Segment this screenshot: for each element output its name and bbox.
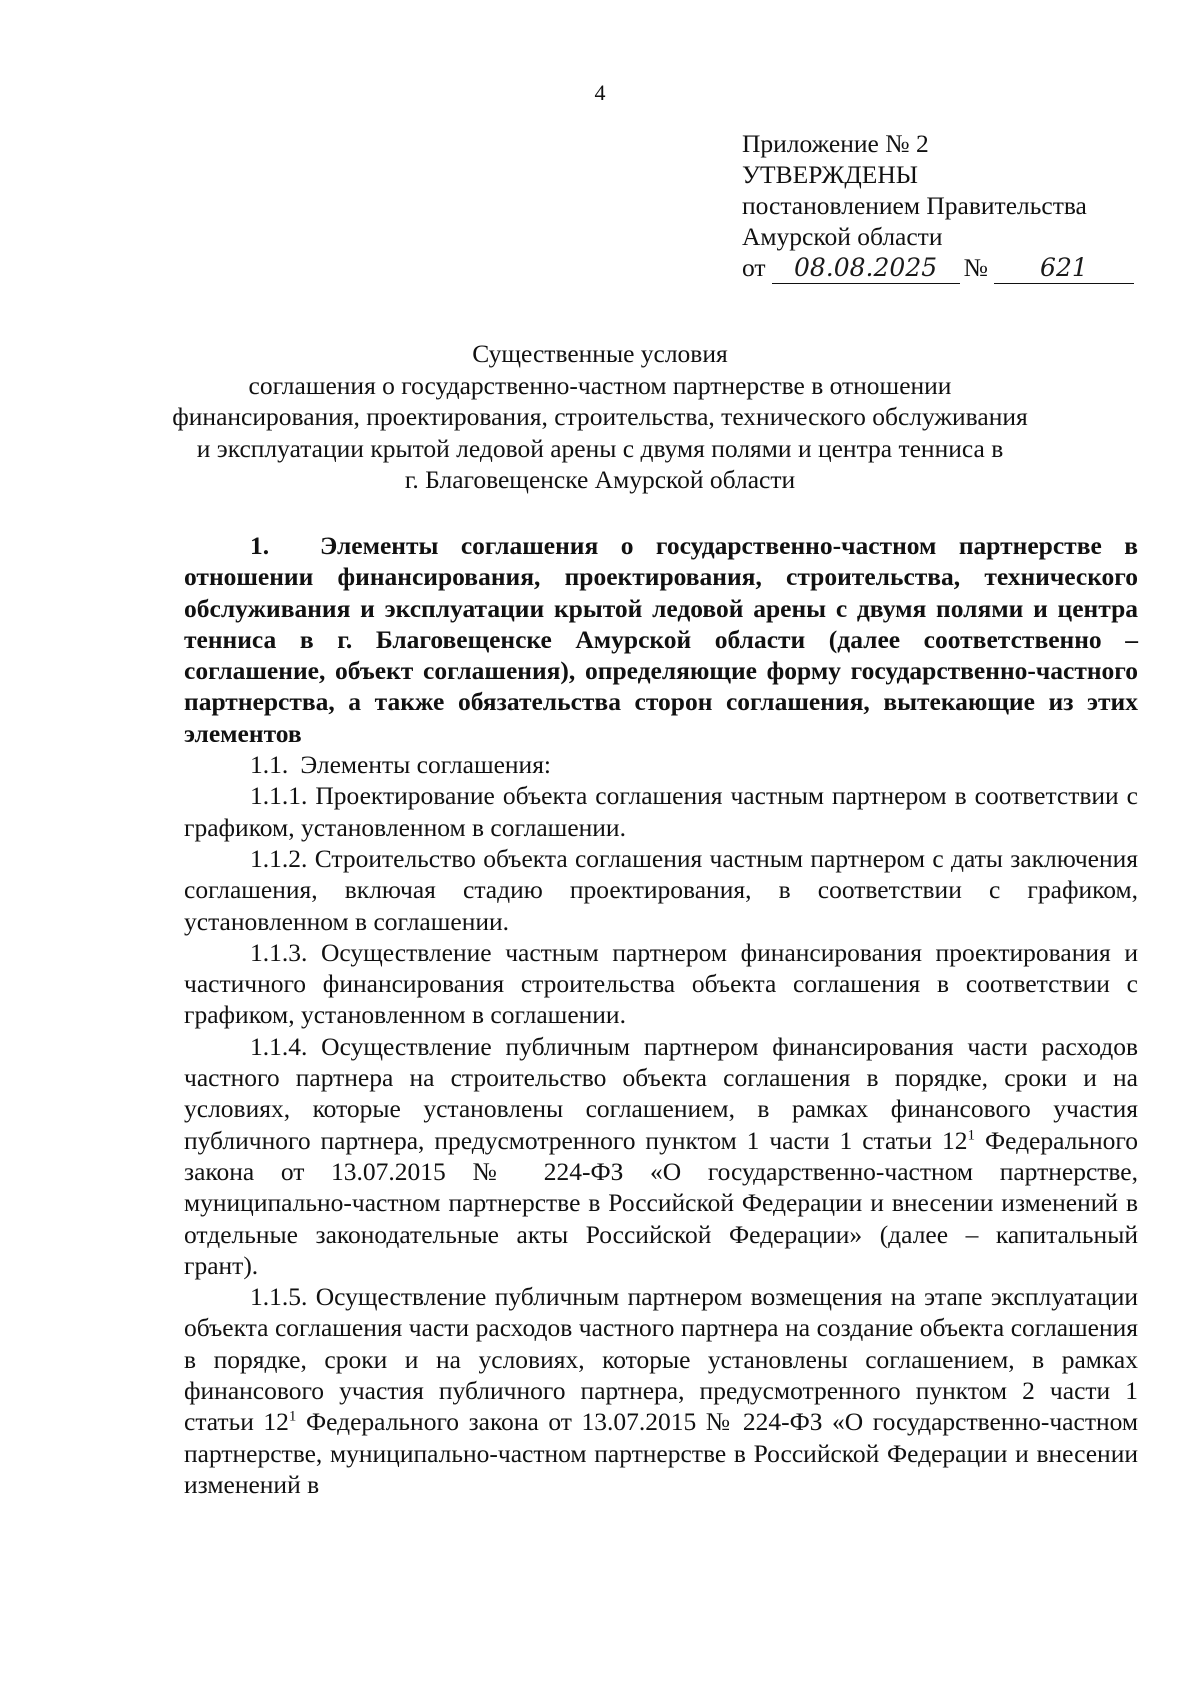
approval-block — [742, 128, 1134, 288]
paragraph-1-1-1 — [184, 780, 1138, 843]
document-heading — [0, 338, 1200, 496]
paragraph-number: 1.1.2. — [250, 843, 308, 873]
paragraph-number: 1.1.3. — [250, 937, 308, 967]
heading-line: Существенные условия — [472, 339, 728, 368]
heading-line: г. Благовещенске Амурской области — [404, 465, 796, 494]
heading-line: финансирования, проектирования, строительства, технического обслуживания — [172, 402, 1028, 431]
superscript: 1 — [288, 1408, 297, 1425]
paragraph-1-1-3 — [184, 937, 1138, 1031]
paragraph-text: Федерального закона от 13.07.2015 № 224-ФЗ «О государственно-частном партнерстве, муниципально-частном партнерстве в Российской Федерации и внесении изменений в отдельные законодательные акты Российской Федерации» (далее – капитальный грант). — [184, 1125, 1138, 1280]
paragraph-text: Осуществление частным партнером финансирования проектирования и частичного финансирования строительства объекта соглашения в соответствии с графиком, установленном в соглашении. — [184, 937, 1138, 1030]
paragraph-number: 1.1.5. — [250, 1282, 308, 1312]
section-number: 1. — [250, 531, 270, 560]
approved-by: постановлением Правительства — [742, 191, 1087, 220]
approved-region: Амурской области — [742, 222, 943, 251]
appendix-label: Приложение № 2 — [742, 129, 929, 158]
approved-label: УТВЕРЖДЕНЫ — [742, 160, 918, 189]
handwritten-number: 621 — [994, 252, 1134, 284]
paragraph-1-1-4 — [184, 1031, 1138, 1281]
paragraph-text: Осуществление публичным партнером финансирования части расходов частного партнера на строительство объекта соглашения в порядке, сроки и на условиях, которые установлены соглашением, в рамках финансового участия публичного партнера, предусмотренного пунктом 1 части 1 статьи 12 — [184, 1031, 1138, 1155]
number-prefix: № — [963, 253, 988, 282]
paragraph-number: 1.1.1. — [250, 781, 308, 811]
superscript: 1 — [967, 1127, 976, 1144]
document-body — [184, 530, 1138, 1500]
paragraph-text: Федерального закона от 13.07.2015 № 224-ФЗ «О государственно-частном партнерстве, муниципально-частном партнерстве в Российской Федерации и внесении изменений в — [184, 1407, 1139, 1499]
paragraph-text: Осуществление публичным партнером возмещения на этапе эксплуатации объекта соглашения части расходов частного партнера на создание объекта соглашения в порядке, сроки и на условиях, которые установлены соглашением, в рамках финансового участия публичного партнера, предусмотренного пунктом 2 части 1 статьи 12 — [184, 1282, 1139, 1437]
date-number-line — [742, 252, 1134, 288]
paragraph-1-1-5 — [184, 1281, 1138, 1500]
paragraph-number: 1.1.4. — [250, 1031, 308, 1061]
paragraph-1-1 — [184, 749, 1138, 780]
date-prefix: от — [742, 253, 766, 282]
paragraph-text: Строительство объекта соглашения частным партнером с даты заключения соглашения, включая стадию проектирования, в соответствии с графиком, установленном в соглашении. — [184, 843, 1139, 936]
paragraph-text: Проектирование объекта соглашения частным партнером в соответствии с графиком, установленном в соглашении. — [184, 781, 1139, 842]
section-1-title — [184, 530, 1138, 749]
paragraph-text: Элементы соглашения: — [300, 750, 552, 780]
section-title-text: Элементы соглашения о государственно-частном партнерстве в отношении финансирования, проектирования, строительства, технического обслуживания и эксплуатации крытой ледовой арены с двумя полями и центра тенниса в г. Благовещенске Амурской области (далее соответственно – соглашение, объект соглашения), определяющие форму государственно-частного партнерства, а также обязательства сторон соглашения, вытекающие из этих элементов — [184, 531, 1138, 748]
handwritten-date: 08.08.2025 — [772, 252, 960, 284]
heading-line: соглашения о государственно-частном партнерстве в отношении — [248, 370, 952, 400]
page-number: 4 — [594, 80, 606, 105]
paragraph-number: 1.1. — [250, 750, 289, 780]
heading-line: и эксплуатации крытой ледовой арены с двумя полями и центра тенниса в — [196, 433, 1004, 463]
paragraph-1-1-2 — [184, 843, 1138, 937]
